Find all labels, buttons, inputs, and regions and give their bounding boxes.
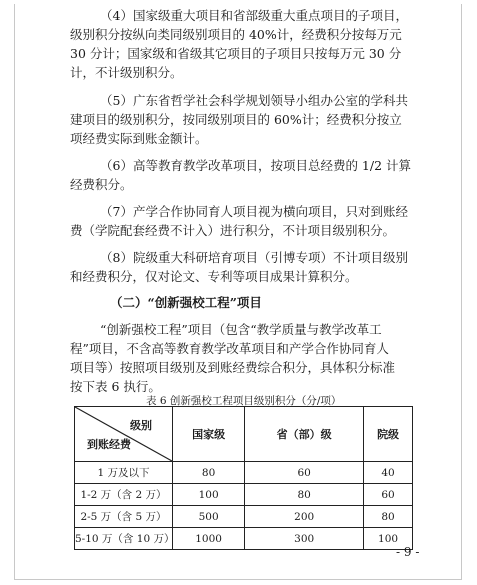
table-row (75, 462, 413, 484)
diagonal-line (75, 407, 172, 461)
text-line: 30 分计；国家级和省级其它项目的子项目只按每万元 30 分 (70, 46, 402, 61)
text-line: 项目等）按照项目级别及到账经费综合积分，具体积分标准 (70, 360, 396, 375)
row-label: 1 万及以下 (75, 462, 173, 484)
column-header: 院级 (364, 407, 413, 462)
table-cell: 200 (245, 506, 364, 528)
table-cell: 40 (364, 462, 413, 484)
text-line: （6）高等教育教学改革项目，按项目总经费的 1/2 计算 (100, 158, 412, 173)
text-line: 项经费实际到账金额计。 (70, 131, 208, 146)
text-line: （8）院级重大科研培育项目（引博专项）不计项目级别 (100, 250, 408, 265)
text-line: （5）广东省哲学社会科学规划领导小组办公室的学科共 (100, 93, 408, 108)
table-cell: 60 (245, 462, 364, 484)
text-line: （4）国家级重大项目和省部级重大重点项目的子项目， (100, 8, 408, 23)
text-line: 级别积分按纵向类同级别项目的 40%计，经费积分按每万元 (70, 27, 402, 42)
corner-label-level: 级别 (130, 419, 152, 432)
score-table (74, 406, 413, 550)
table-row (75, 528, 413, 550)
table-corner-cell (75, 407, 173, 462)
text-line: 程”项目，不含高等教育教学改革项目和产学合作协同育人 (70, 341, 389, 356)
table-cell: 300 (245, 528, 364, 550)
table-row (75, 506, 413, 528)
table-cell: 1000 (173, 528, 245, 550)
text-line: 计，不计级别积分。 (70, 65, 183, 80)
text-line: （7）产学合作协同育人项目视为横向项目，只对到账经 (100, 204, 408, 219)
table-cell: 60 (364, 484, 413, 506)
table-cell: 100 (173, 484, 245, 506)
text-line: 经费积分。 (70, 177, 133, 192)
table-header-row (75, 407, 413, 462)
column-header: 国家级 (173, 407, 245, 462)
table-cell: 100 (364, 528, 413, 550)
table-cell: 80 (245, 484, 364, 506)
text-line: 费（学院配套经费不计入）进行积分，不计项目级别积分。 (70, 223, 396, 238)
corner-label-funds: 到账经费 (87, 438, 131, 451)
row-label: 5-10 万（含 10 万） (75, 528, 173, 550)
table-row (75, 484, 413, 506)
table-cell: 500 (173, 506, 245, 528)
text-line: 建项目的级别积分，按同级别项目的 60%计；经费积分按立 (70, 112, 402, 127)
section-heading: （二）“创新强校工程”项目 (110, 295, 262, 310)
text-line: 按下表 6 执行。 (70, 379, 161, 394)
row-label: 2-5 万（含 5 万） (75, 506, 173, 528)
page-number: - 9 - (396, 545, 420, 559)
text-line: 和经费积分，仅对论文、专利等项目成果计算积分。 (70, 269, 358, 284)
row-label: 1-2 万（含 2 万） (75, 484, 173, 506)
table-caption: 表 6 创新强校工程项目级别积分（分/项） (146, 395, 342, 407)
table-cell: 80 (173, 462, 245, 484)
text-line: “创新强校工程”项目（包含“教学质量与教学改革工 (100, 322, 382, 337)
table-cell: 80 (364, 506, 413, 528)
column-header: 省（部）级 (245, 407, 364, 462)
